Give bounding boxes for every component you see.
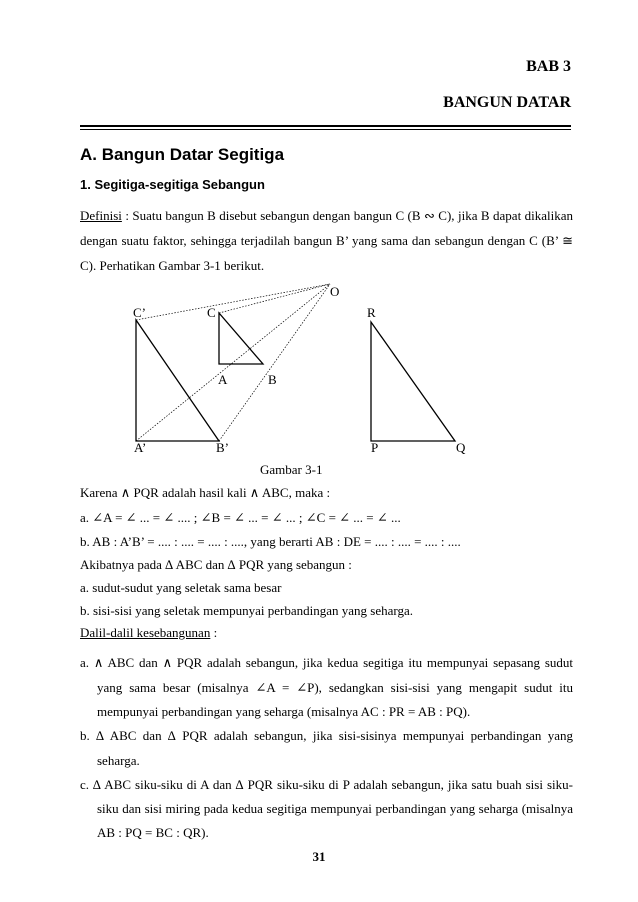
label-b: B (268, 372, 277, 387)
label-b-prime: B’ (216, 440, 229, 455)
definition-text: : Suatu bangun B disebut sebangun dengan bangun C (B ∾ C), jika B dapat dikalikan (125, 208, 573, 223)
subsection-title: 1. Segitiga-segitiga Sebangun (80, 177, 265, 192)
dalil-c-line-1: c. ∆ ABC siku-siku di A dan ∆ PQR siku-siku di P adalah sebangun, jika satu buah sisi siku- (80, 777, 573, 792)
definition-line-3: C). Perhatikan Gambar 3-1 berikut. (80, 258, 265, 273)
chapter-title: BANGUN DATAR (443, 94, 571, 111)
dalil-b-line-2: seharga. (97, 753, 140, 768)
dalil-a-line-2: yang sama besar (misalnya ∠A = ∠P), sedangkan sisi-sisi yang mengapit sudut itu (97, 680, 573, 695)
label-o: O (330, 284, 340, 299)
label-q: Q (456, 440, 466, 455)
label-p: P (371, 440, 379, 455)
projection-line-c (219, 284, 330, 313)
figure-caption: Gambar 3-1 (260, 462, 323, 477)
dalil-c-line-2: siku dan sisi miring pada kedua segitiga mempunyai perbandingan yang seharga (misalnya (97, 801, 573, 816)
akibat-a: a. sudut-sudut yang seletak sama besar (80, 580, 282, 595)
dalil-a-line-1: a. ∧ ABC dan ∧ PQR adalah sebangun, jika kedua segitiga itu mempunyai sepasang sudut (80, 655, 573, 670)
section-title: A. Bangun Datar Segitiga (80, 145, 285, 164)
dalil-c-line-3: AB : PQ = BC : QR). (97, 825, 209, 840)
dalil-colon: : (210, 625, 218, 640)
triangle-abc (219, 313, 263, 364)
label-c-prime: C’ (133, 305, 146, 320)
page-number: 31 (312, 849, 326, 864)
definition-line-2: dengan suatu faktor, sehingga terjadilah bangun B’ yang sama dan sebangun dengan C (B’ ≅ (80, 233, 573, 248)
dalil-a-line-3: mempunyai perbandingan yang seharga (misalnya AC : PR = AB : PQ). (97, 704, 471, 719)
dalil-heading (80, 625, 217, 641)
text-karena: Karena ∧ PQR adalah hasil kali ∧ ABC, maka : (80, 485, 331, 500)
dalil-title: Dalil-dalil kesebangunan (80, 625, 211, 640)
item-b: b. AB : A’B’ = .... : .... = .... : ...., yang berarti AB : DE = .... : .... = .... : .... (80, 534, 461, 549)
label-a-prime: A’ (134, 440, 147, 455)
label-a: A (218, 372, 228, 387)
text-akibatnya: Akibatnya pada ∆ ABC dan ∆ PQR yang sebangun : (80, 557, 352, 572)
definition-term: Definisi (80, 208, 122, 223)
chapter-number: BAB 3 (526, 58, 571, 75)
item-a: a. ∠A = ∠ ... = ∠ .... ; ∠B = ∠ ... = ∠ ... ; ∠C = ∠ ... = ∠ ... (80, 510, 401, 525)
projection-line-b-prime (219, 284, 330, 441)
triangle-pqr (371, 322, 455, 441)
label-c: C (207, 305, 216, 320)
dalil-b-line-1: b. ∆ ABC dan ∆ PQR adalah sebangun, jika sisi-sisinya mempunyai perbandingan yang (80, 728, 573, 743)
triangle-a-prime-b-prime-c-prime (136, 320, 219, 441)
akibat-b: b. sisi-sisi yang seletak mempunyai perbandingan yang seharga. (80, 603, 413, 618)
label-r: R (367, 305, 376, 320)
projection-line-c-prime (136, 284, 330, 320)
